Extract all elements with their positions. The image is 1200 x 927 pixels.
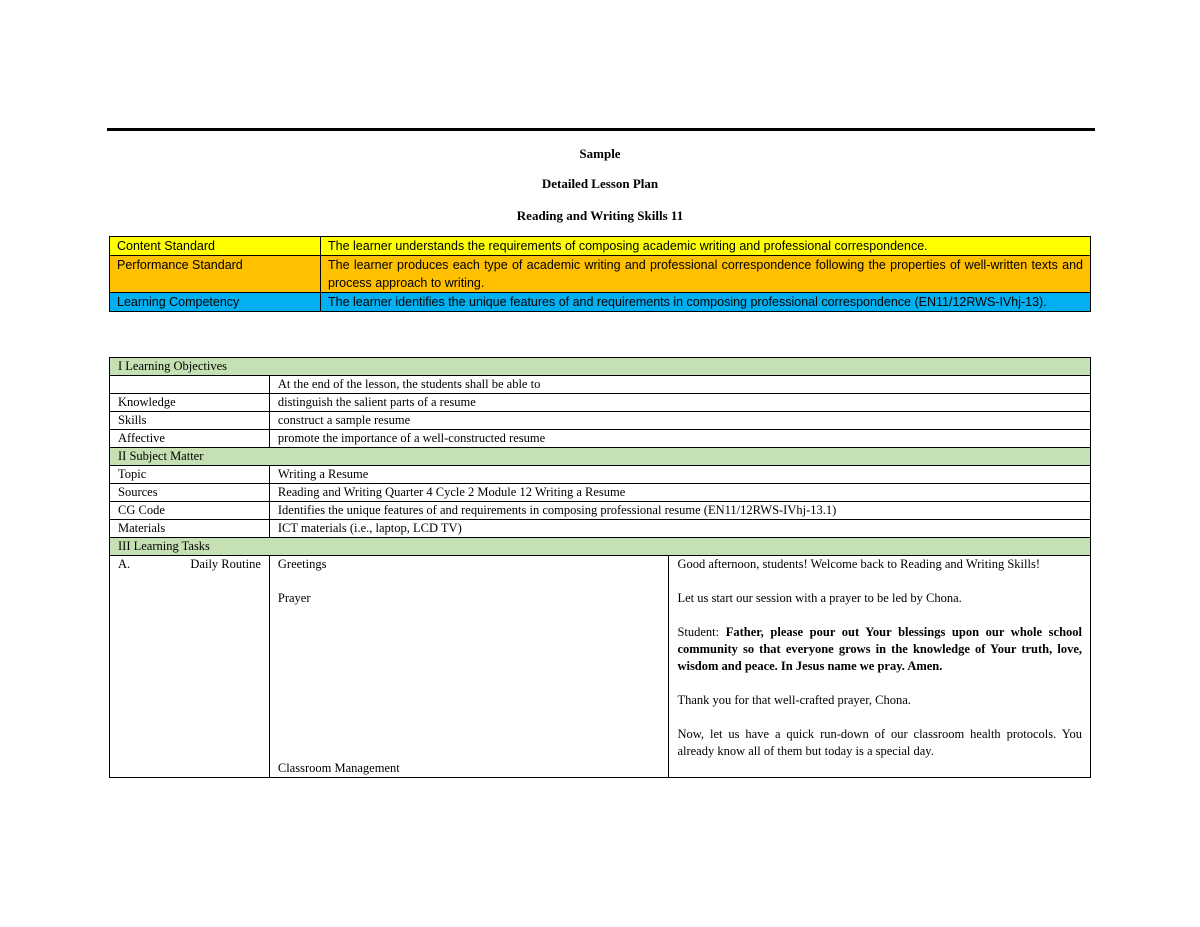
doc-course: Reading and Writing Skills 11 xyxy=(516,208,684,223)
script-thanks: Thank you for that well-crafted prayer, Chona. xyxy=(677,693,911,707)
routine-label: Daily Routine xyxy=(190,557,261,571)
script-greeting: Good afternoon, students! Welcome back to Reading and Writing Skills! xyxy=(677,557,1040,571)
row-value: distinguish the salient parts of a resume xyxy=(269,394,1090,412)
row-label: Affective xyxy=(110,430,270,448)
section-heading: I Learning Objectives xyxy=(110,358,1091,376)
row-label: Topic xyxy=(110,466,270,484)
table-row xyxy=(110,502,1091,520)
section-subject xyxy=(110,448,1091,466)
routine-activities-cell xyxy=(269,556,669,778)
routine-letter: A. xyxy=(118,557,131,571)
row-value: promote the importance of a well-constructed resume xyxy=(269,430,1090,448)
standard-label: Learning Competency xyxy=(110,293,321,312)
activity-prayer: Prayer xyxy=(277,591,311,605)
routine-row xyxy=(110,556,1091,778)
routine-label-cell xyxy=(110,556,270,778)
standard-text: The learner produces each type of academic writing and professional correspondence following the properties of well-written texts and process approach to writing. xyxy=(321,256,1091,293)
objectives-intro: At the end of the lesson, the students shall be able to xyxy=(269,376,1090,394)
script-prayer-intro: Let us start our session with a prayer to be led by Chona. xyxy=(677,591,962,605)
section-tasks xyxy=(110,538,1091,556)
row-label: CG Code xyxy=(110,502,270,520)
doc-title: Sample xyxy=(579,146,621,161)
standard-row-competency xyxy=(110,293,1091,312)
student-prayer-text: Father, please pour out Your blessings upon our whole school community so that everyone grows in the knowledge of Your truth, love, wisdom and peace. In Jesus name we pray. Amen. xyxy=(677,625,1082,673)
table-row xyxy=(110,376,1091,394)
section-heading: III Learning Tasks xyxy=(110,538,1091,556)
standard-row-performance xyxy=(110,256,1091,293)
standard-label: Performance Standard xyxy=(110,256,321,293)
activity-classroom: Classroom Management xyxy=(277,761,400,775)
routine-script-cell xyxy=(669,556,1091,778)
standards-table xyxy=(109,236,1091,312)
activity-greetings: Greetings xyxy=(277,557,327,571)
section-heading: II Subject Matter xyxy=(110,448,1091,466)
section-objectives xyxy=(110,358,1091,376)
table-row xyxy=(110,520,1091,538)
lesson-plan-table xyxy=(109,357,1091,778)
standard-text: The learner identifies the unique features of and requirements in composing professional correspondence (EN11/12RWS-IVhj-13). xyxy=(321,293,1091,312)
row-label: Sources xyxy=(110,484,270,502)
standard-label: Content Standard xyxy=(110,237,321,256)
row-value: ICT materials (i.e., laptop, LCD TV) xyxy=(269,520,1090,538)
row-value: Writing a Resume xyxy=(269,466,1090,484)
standard-text: The learner understands the requirements of composing academic writing and professional correspondence. xyxy=(321,237,1091,256)
table-row xyxy=(110,394,1091,412)
table-row xyxy=(110,412,1091,430)
doc-subtitle: Detailed Lesson Plan xyxy=(541,176,659,191)
row-value: Identifies the unique features of and requirements in composing professional resume (EN11/12RWS-IVhj-13.1) xyxy=(269,502,1090,520)
student-label: Student: xyxy=(677,625,720,639)
standard-row-content xyxy=(110,237,1091,256)
row-label: Materials xyxy=(110,520,270,538)
row-value: Reading and Writing Quarter 4 Cycle 2 Module 12 Writing a Resume xyxy=(269,484,1090,502)
table-row xyxy=(110,430,1091,448)
row-value: construct a sample resume xyxy=(269,412,1090,430)
row-label: Skills xyxy=(110,412,270,430)
table-row xyxy=(110,484,1091,502)
header-rule xyxy=(107,128,1095,131)
table-row xyxy=(110,466,1091,484)
script-protocols: Now, let us have a quick run-down of our classroom health protocols. You already know all of them but today is a special day. xyxy=(677,727,1082,758)
row-label: Knowledge xyxy=(110,394,270,412)
script-student-prayer xyxy=(677,624,1082,675)
